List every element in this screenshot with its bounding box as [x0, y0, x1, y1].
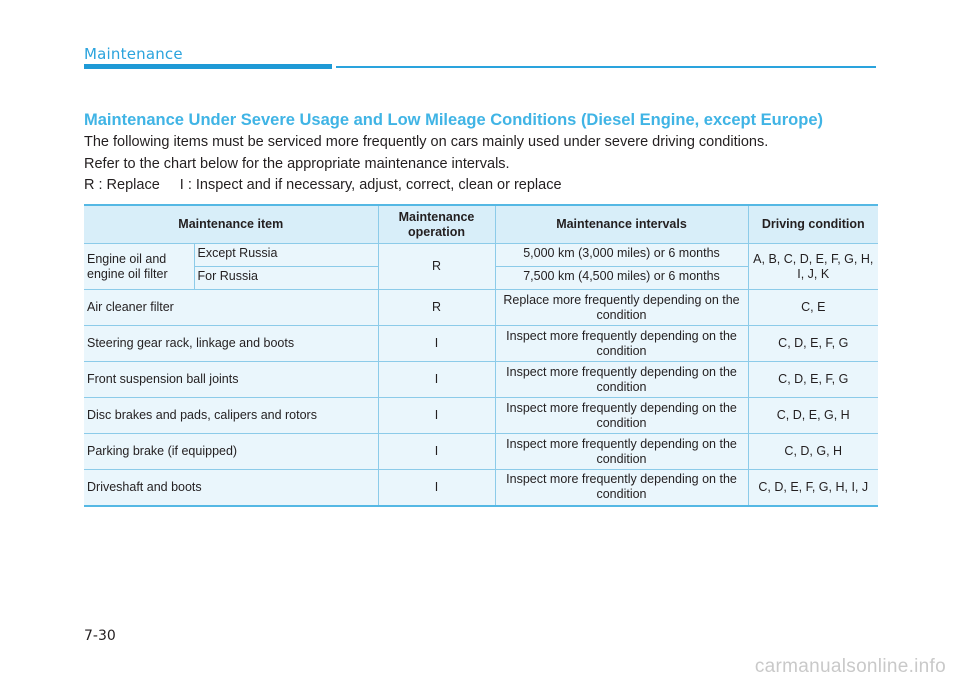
engine-oil-operation: R	[378, 244, 495, 290]
table-row	[84, 398, 878, 434]
row-interval: Inspect more frequently depending on the condition	[495, 326, 748, 362]
row-operation: I	[378, 362, 495, 398]
table-row	[84, 362, 878, 398]
row-interval: Inspect more frequently depending on the condition	[495, 470, 748, 506]
page-number: 7-30	[84, 628, 116, 644]
row-interval: Inspect more frequently depending on the condition	[495, 362, 748, 398]
header-maintenance-operation: Maintenance operation	[378, 205, 495, 244]
intro-line-1: The following items must be serviced more frequently on cars mainly used under severe driving conditions.	[84, 134, 769, 150]
engine-oil-condition: A, B, C, D, E, F, G, H, I, J, K	[748, 244, 878, 290]
header-maintenance-intervals: Maintenance intervals	[495, 205, 748, 244]
row-condition: C, D, E, F, G, H, I, J	[748, 470, 878, 506]
section-label: Maintenance	[84, 45, 183, 63]
row-item: Front suspension ball joints	[84, 362, 378, 398]
row-operation: I	[378, 434, 495, 470]
row-item: Steering gear rack, linkage and boots	[84, 326, 378, 362]
legend-inspect: I : Inspect and if necessary, adjust, correct, clean or replace	[179, 177, 562, 193]
watermark: carmanualsonline.info	[754, 656, 946, 677]
intro-line-2: Refer to the chart below for the appropriate maintenance intervals.	[84, 156, 510, 172]
table-row	[84, 244, 878, 267]
engine-oil-interval-except-russia: 5,000 km (3,000 miles) or 6 months	[495, 244, 748, 267]
table-row	[84, 434, 878, 470]
header-driving-condition: Driving condition	[748, 205, 878, 244]
row-condition: C, E	[748, 290, 878, 326]
maintenance-table	[84, 204, 878, 507]
row-condition: C, D, E, F, G	[748, 362, 878, 398]
row-condition: C, D, E, G, H	[748, 398, 878, 434]
header-rule-thin	[336, 66, 876, 68]
row-item: Air cleaner filter	[84, 290, 378, 326]
row-operation: I	[378, 398, 495, 434]
legend-line	[84, 177, 562, 193]
row-interval: Inspect more frequently depending on the condition	[495, 434, 748, 470]
row-condition: C, D, G, H	[748, 434, 878, 470]
legend-replace: R : Replace	[84, 177, 160, 193]
engine-oil-item: Engine oil and engine oil filter	[84, 244, 194, 290]
table-row	[84, 326, 878, 362]
engine-oil-interval-russia: 7,500 km (4,500 miles) or 6 months	[495, 267, 748, 290]
row-operation: I	[378, 470, 495, 506]
table-row	[84, 290, 878, 326]
table-header-row	[84, 205, 878, 244]
row-operation: R	[378, 290, 495, 326]
engine-oil-sub-russia: For Russia	[194, 267, 378, 290]
engine-oil-sub-except-russia: Except Russia	[194, 244, 378, 267]
row-item: Parking brake (if equipped)	[84, 434, 378, 470]
row-item: Driveshaft and boots	[84, 470, 378, 506]
table-row	[84, 470, 878, 506]
row-interval: Replace more frequently depending on the condition	[495, 290, 748, 326]
page-title: Maintenance Under Severe Usage and Low Mileage Conditions (Diesel Engine, except Europe)	[84, 111, 824, 129]
row-item: Disc brakes and pads, calipers and rotors	[84, 398, 378, 434]
row-operation: I	[378, 326, 495, 362]
header-maintenance-item: Maintenance item	[84, 205, 378, 244]
header-rule-thick	[84, 64, 332, 69]
row-condition: C, D, E, F, G	[748, 326, 878, 362]
row-interval: Inspect more frequently depending on the condition	[495, 398, 748, 434]
